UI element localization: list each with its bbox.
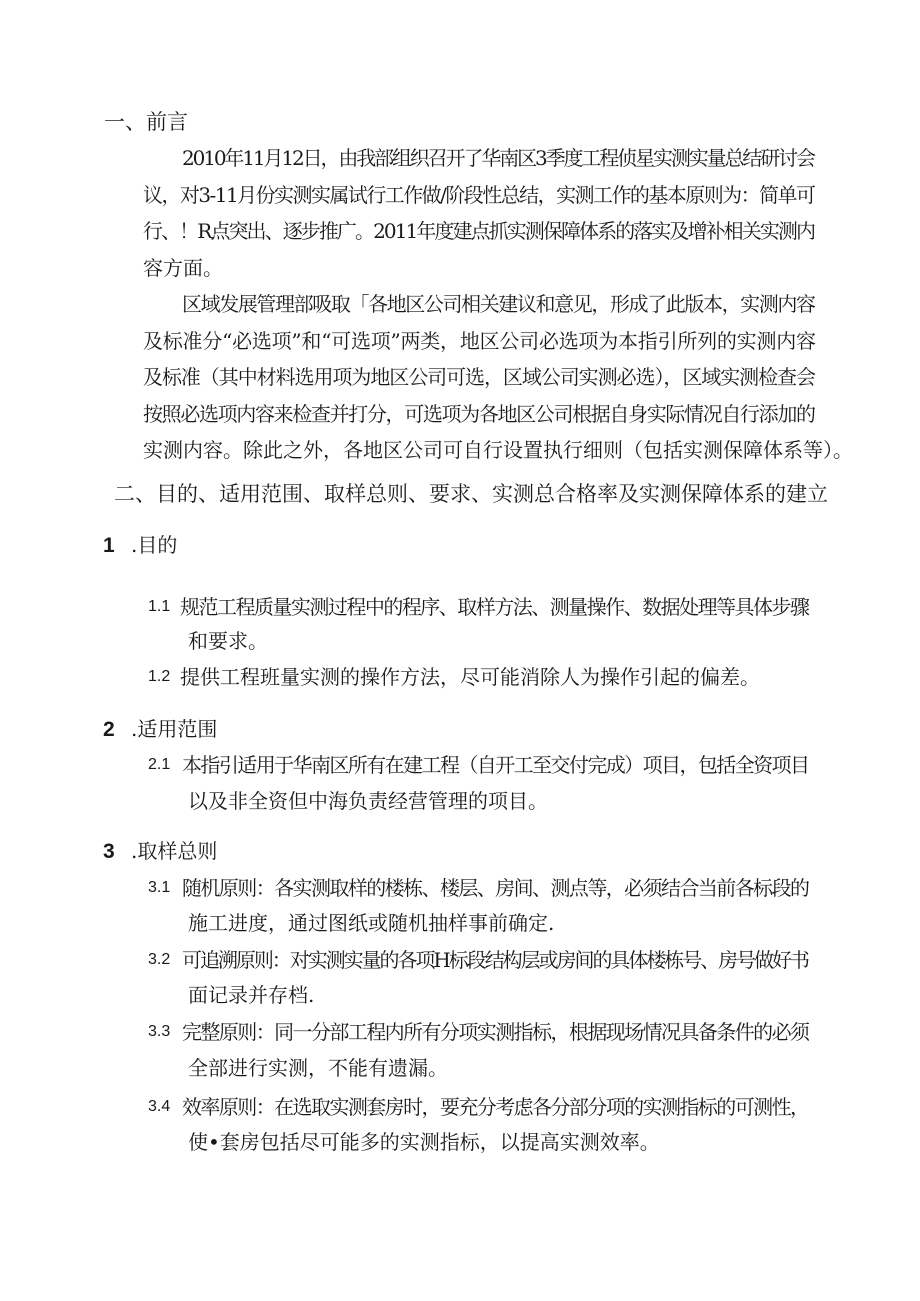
paragraph-line: 容方面。 [143,256,223,280]
paragraph-line: 2010年11月12日，由我部组织召开了华南区3季度工程侦星实测实量总结研讨会 [182,146,814,170]
item-number: 3.2 [148,951,171,968]
item-line: 可追溯原则：对实测实量的各项H标段结构层或房间的具体楼栋号、房号做好书 [182,948,808,972]
subsection-heading-sampling [103,836,217,866]
item-number: 3.1 [148,879,171,896]
paragraph-line: 及标准（其中材料选用项为地区公司可选，区域公司实测必选），区域实测检查会 [143,365,815,389]
subsection-title: .取样总则 [131,839,218,863]
subsection-title: .目的 [131,533,178,557]
item-number: 2.1 [148,756,171,773]
paragraph-line: 实测内容。除此之外，各地区公司可自行设置执行细则（包括实测保障体系等）。 [143,438,853,462]
item-number: 3.3 [148,1023,171,1040]
item-line: 施工进度，通过图纸或随机抽样事前确定. [188,911,555,935]
paragraph-line: 议，对3-11月份实测实属试行工作做/阶段性总结，实测工作的基本原则为：简单可 [143,183,815,207]
subsection-number: 3 [103,840,115,863]
item-line: 全部进行实测，不能有遗漏。 [188,1056,448,1080]
subsection-number: 1 [103,534,115,557]
item-line: 效率原则：在选取实测套房时，要充分考虑各分部分项的实测指标的可测性， [182,1095,809,1119]
subsection-number: 2 [103,718,115,741]
item-line: 使•套房包括尽可能多的实测指标，以提高实测效率。 [188,1130,660,1154]
item-line: 随机原则：各实测取样的楼栋、楼层、房间、测点等，必须结合当前各标段的 [182,876,809,900]
paragraph-line: 按照必选项内容来检查并打分，可选项为各地区公司根据自身实际情况自行添加的 [143,402,815,426]
item-line: 规范工程质量实测过程中的程序、取样方法、测量操作、数据处理等具体步骤 [180,595,809,619]
subsection-heading-scope [103,714,217,744]
subsection-title: .适用范围 [131,717,218,741]
section-heading-objectives: 二、目的、适用范围、取样总则、要求、实测总合格率及实测保障体系的建立 [114,482,828,506]
paragraph-line: 区域发展管理部吸取「各地区公司相关建议和意见，形成了此版本，实测内容 [182,292,815,316]
section-heading-preface: 一、前言 [104,110,188,134]
subsection-heading-purpose [103,530,177,560]
item-line: 以及非全资但中海负责经营管理的项目。 [188,789,548,813]
item-line: 本指引适用于华南区所有在建工程（自开工至交付完成）项目，包括全资项目 [182,753,809,777]
item-number: 1.1 [148,598,171,615]
item-line: 完整原则：同一分部工程内所有分项实测指标，根据现场情况具备条件的必须 [182,1020,809,1044]
paragraph-line: 及标准分“必选项”和“可选项”两类，地区公司必选项为本指引所列的实测内容 [143,329,816,353]
item-line: 面记录并存档. [188,983,315,1007]
item-line: 和要求。 [188,629,268,653]
item-number: 3.4 [148,1098,171,1115]
paragraph-line: 行、！R点突出、逐步推广。2011年度建点抓实测保障体系的落实及增补相关实测内 [143,219,815,243]
item-number: 1.2 [148,668,171,685]
item-line: 提供工程班量实测的操作方法，尽可能消除人为操作引起的偏差。 [180,665,760,689]
